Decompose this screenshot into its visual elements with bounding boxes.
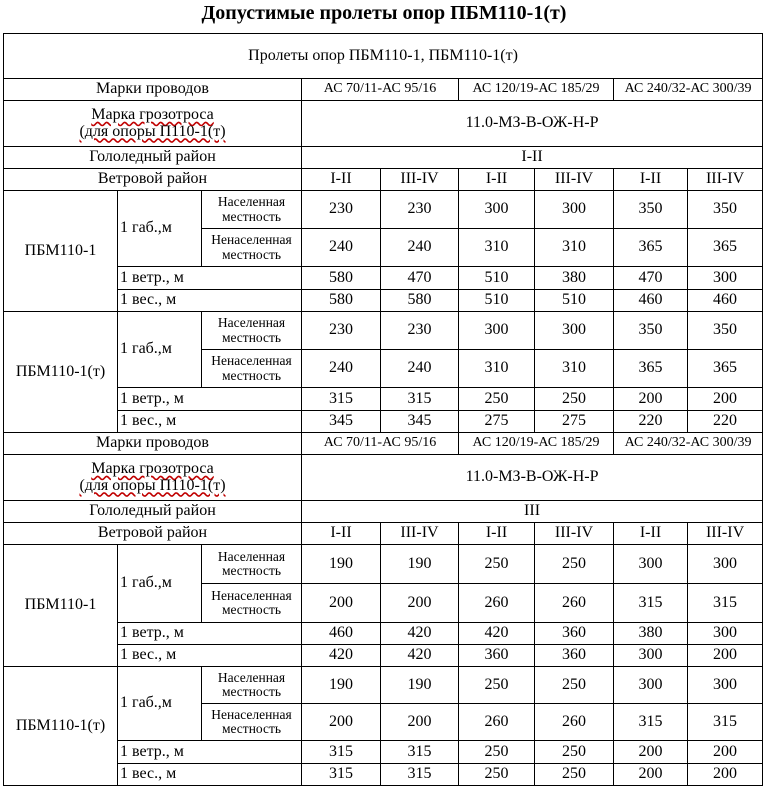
wind-region-cell: III-IV <box>688 169 763 191</box>
span-value-cell: 345 <box>302 411 381 433</box>
span-value-cell: 360 <box>459 645 535 667</box>
span-value-cell: 420 <box>381 645 459 667</box>
span-value-cell: 315 <box>614 584 688 623</box>
populated-label-line2: местность <box>221 329 282 345</box>
table-title: Пролеты опор ПБМ110-1, ПБМ110-1(т) <box>4 34 763 79</box>
span-value-cell: 230 <box>381 191 459 229</box>
span-value-cell: 510 <box>459 267 535 290</box>
wind-region-label: Ветровой район <box>4 523 302 545</box>
ice-region-value: I-II <box>302 147 763 169</box>
wind-span-label: 1 ветр., м <box>118 388 302 411</box>
ice-region-row <box>4 501 763 523</box>
weight-span-label: 1 вес., м <box>118 290 302 312</box>
span-value-cell: 200 <box>302 704 381 741</box>
populated-label <box>202 667 302 704</box>
span-value-cell: 380 <box>614 623 688 645</box>
page-title: Допустимые пролеты опор ПБМ110-1(т) <box>201 2 567 24</box>
span-value-cell: 380 <box>535 267 614 290</box>
span-value-cell: 230 <box>381 312 459 350</box>
wire-brands-label: Марки проводов <box>4 433 302 455</box>
unpopulated-label <box>202 704 302 741</box>
spans-table <box>3 33 763 786</box>
support-populated-row <box>4 545 763 584</box>
support-populated-row <box>4 312 763 350</box>
populated-label-line1: Населенная <box>217 194 286 210</box>
span-value-cell: 460 <box>614 290 688 312</box>
span-value-cell: 350 <box>688 312 763 350</box>
unpopulated-label <box>202 229 302 267</box>
spans-table-body <box>4 34 763 786</box>
span-value-cell: 510 <box>535 290 614 312</box>
unpopulated-label-line1: Ненаселенная <box>211 706 292 722</box>
wind-region-cell: III-IV <box>688 523 763 545</box>
populated-label-line2: местность <box>221 208 282 224</box>
wind-region-row <box>4 169 763 191</box>
unpopulated-label-line1: Ненаселенная <box>211 232 292 248</box>
wind-region-cell: III-IV <box>535 523 614 545</box>
weight-span-label: 1 вес., м <box>118 764 302 786</box>
ground-wire-row <box>4 455 763 501</box>
span-value-cell: 300 <box>535 312 614 350</box>
wind-region-cell: I-II <box>459 523 535 545</box>
span-value-cell: 250 <box>459 741 535 764</box>
span-value-cell: 315 <box>302 741 381 764</box>
gab-label <box>118 545 202 623</box>
wire-brand-cell: АС 120/19-АС 185/29 <box>459 433 614 455</box>
ground-wire-value: 11.0-МЗ-В-ОЖ-Н-Р <box>302 455 763 501</box>
populated-label-line2: местность <box>221 563 282 578</box>
support-name: ПБМ110-1(т) <box>4 667 118 786</box>
span-value-cell: 460 <box>688 290 763 312</box>
span-value-cell: 200 <box>381 584 459 623</box>
span-value-cell: 315 <box>614 704 688 741</box>
span-value-cell: 220 <box>614 411 688 433</box>
wire-brands-row <box>4 79 763 101</box>
span-value-cell: 315 <box>688 704 763 741</box>
wind-region-label: Ветровой район <box>4 169 302 191</box>
span-value-cell: 470 <box>381 267 459 290</box>
span-value-cell: 420 <box>302 645 381 667</box>
span-value-cell: 275 <box>535 411 614 433</box>
span-value-cell: 260 <box>459 704 535 741</box>
support-weight-span-row <box>4 645 763 667</box>
span-value-cell: 420 <box>459 623 535 645</box>
span-value-cell: 250 <box>459 388 535 411</box>
span-value-cell: 365 <box>688 350 763 388</box>
populated-label-line1: Населенная <box>217 548 286 564</box>
ground-wire-label <box>4 455 302 501</box>
wire-brand-cell: АС 240/32-АС 300/39 <box>614 433 763 455</box>
unpopulated-label <box>202 584 302 623</box>
wind-region-row <box>4 523 763 545</box>
unpopulated-label-line1: Ненаселенная <box>211 587 292 603</box>
span-value-cell: 360 <box>535 623 614 645</box>
span-value-cell: 315 <box>381 388 459 411</box>
span-value-cell: 310 <box>535 350 614 388</box>
wind-region-cell: I-II <box>614 523 688 545</box>
ground-wire-row <box>4 101 763 147</box>
span-value-cell: 250 <box>535 764 614 786</box>
gab-label <box>118 312 202 388</box>
span-value-cell: 300 <box>688 267 763 290</box>
ground-wire-label-line2: (для опоры П110-1(т) <box>79 476 226 494</box>
span-value-cell: 365 <box>688 229 763 267</box>
span-value-cell: 310 <box>459 350 535 388</box>
span-value-cell: 200 <box>688 764 763 786</box>
span-value-cell: 190 <box>302 545 381 584</box>
wind-span-label: 1 ветр., м <box>118 267 302 290</box>
span-value-cell: 300 <box>614 667 688 704</box>
wind-region-cell: I-II <box>302 523 381 545</box>
span-value-cell: 580 <box>302 267 381 290</box>
gab-label-text: 1 габ.,м <box>120 694 172 712</box>
populated-label <box>202 191 302 229</box>
span-value-cell: 360 <box>535 645 614 667</box>
wire-brands-row <box>4 433 763 455</box>
span-value-cell: 300 <box>614 545 688 584</box>
ice-region-row <box>4 147 763 169</box>
span-value-cell: 190 <box>381 545 459 584</box>
span-value-cell: 250 <box>459 545 535 584</box>
ground-wire-label-line1: Марка грозотроса <box>91 459 214 477</box>
ground-wire-label-line2: (для опоры П110-1(т) <box>79 122 226 140</box>
span-value-cell: 260 <box>535 704 614 741</box>
span-value-cell: 350 <box>614 312 688 350</box>
span-value-cell: 200 <box>688 741 763 764</box>
wire-brand-cell: АС 120/19-АС 185/29 <box>459 79 614 101</box>
span-value-cell: 315 <box>381 764 459 786</box>
span-value-cell: 470 <box>614 267 688 290</box>
ground-wire-label-line1: Марка грозотроса <box>91 105 214 123</box>
gab-label-text: 1 габ.,м <box>120 219 172 237</box>
ice-region-label: Гололедный район <box>4 501 302 523</box>
span-value-cell: 230 <box>302 191 381 229</box>
span-value-cell: 420 <box>381 623 459 645</box>
span-value-cell: 345 <box>381 411 459 433</box>
span-value-cell: 200 <box>381 704 459 741</box>
support-populated-row <box>4 667 763 704</box>
span-value-cell: 200 <box>614 388 688 411</box>
span-value-cell: 315 <box>302 388 381 411</box>
span-value-cell: 190 <box>302 667 381 704</box>
support-wind-span-row <box>4 267 763 290</box>
ice-region-value: III <box>302 501 763 523</box>
wind-region-cell: III-IV <box>381 169 459 191</box>
span-value-cell: 365 <box>614 350 688 388</box>
span-value-cell: 315 <box>302 764 381 786</box>
span-value-cell: 300 <box>459 191 535 229</box>
span-value-cell: 300 <box>459 312 535 350</box>
support-name: ПБМ110-1 <box>4 191 118 312</box>
span-value-cell: 200 <box>688 645 763 667</box>
span-value-cell: 250 <box>535 741 614 764</box>
unpopulated-label-line2: местность <box>221 367 282 383</box>
support-name: ПБМ110-1 <box>4 545 118 667</box>
span-value-cell: 260 <box>459 584 535 623</box>
span-value-cell: 250 <box>459 667 535 704</box>
support-weight-span-row <box>4 290 763 312</box>
populated-label <box>202 545 302 584</box>
span-value-cell: 230 <box>302 312 381 350</box>
wind-span-label: 1 ветр., м <box>118 623 302 645</box>
table-title-row <box>4 34 763 79</box>
span-value-cell: 350 <box>614 191 688 229</box>
ground-wire-value: 11.0-МЗ-В-ОЖ-Н-Р <box>302 101 763 147</box>
span-value-cell: 240 <box>302 229 381 267</box>
support-weight-span-row <box>4 764 763 786</box>
support-name: ПБМ110-1(т) <box>4 312 118 433</box>
unpopulated-label-line2: местность <box>221 721 282 736</box>
span-value-cell: 350 <box>688 191 763 229</box>
wire-brand-cell: АС 70/11-АС 95/16 <box>302 433 459 455</box>
wind-region-cell: I-II <box>614 169 688 191</box>
span-value-cell: 300 <box>688 667 763 704</box>
span-value-cell: 580 <box>381 290 459 312</box>
span-value-cell: 250 <box>535 545 614 584</box>
span-value-cell: 315 <box>381 741 459 764</box>
span-value-cell: 250 <box>535 667 614 704</box>
wire-brands-label: Марки проводов <box>4 79 302 101</box>
span-value-cell: 365 <box>614 229 688 267</box>
support-wind-span-row <box>4 623 763 645</box>
span-value-cell: 460 <box>302 623 381 645</box>
span-value-cell: 300 <box>688 545 763 584</box>
populated-label-line2: местность <box>221 684 282 699</box>
unpopulated-label <box>202 350 302 388</box>
wire-brand-cell: АС 70/11-АС 95/16 <box>302 79 459 101</box>
wind-region-cell: III-IV <box>535 169 614 191</box>
span-value-cell: 200 <box>688 388 763 411</box>
wind-region-cell: I-II <box>302 169 381 191</box>
span-value-cell: 275 <box>459 411 535 433</box>
span-value-cell: 240 <box>302 350 381 388</box>
span-value-cell: 200 <box>302 584 381 623</box>
gab-label <box>118 667 202 741</box>
span-value-cell: 300 <box>535 191 614 229</box>
wind-region-cell: I-II <box>459 169 535 191</box>
span-value-cell: 250 <box>535 388 614 411</box>
populated-label <box>202 312 302 350</box>
weight-span-label: 1 вес., м <box>118 411 302 433</box>
span-value-cell: 580 <box>302 290 381 312</box>
gab-label-text: 1 габ.,м <box>120 340 172 358</box>
span-value-cell: 200 <box>614 741 688 764</box>
span-value-cell: 260 <box>535 584 614 623</box>
ground-wire-label <box>4 101 302 147</box>
wind-region-cell: III-IV <box>381 523 459 545</box>
gab-label <box>118 191 202 267</box>
span-value-cell: 200 <box>614 764 688 786</box>
support-wind-span-row <box>4 388 763 411</box>
populated-label-line1: Населенная <box>217 669 286 685</box>
wire-brand-cell: АС 240/32-АС 300/39 <box>614 79 763 101</box>
span-value-cell: 310 <box>535 229 614 267</box>
span-value-cell: 300 <box>688 623 763 645</box>
ice-region-label: Гололедный район <box>4 147 302 169</box>
unpopulated-label-line2: местность <box>221 602 282 617</box>
span-value-cell: 240 <box>381 350 459 388</box>
span-value-cell: 190 <box>381 667 459 704</box>
span-value-cell: 315 <box>688 584 763 623</box>
support-populated-row <box>4 191 763 229</box>
support-weight-span-row <box>4 411 763 433</box>
support-wind-span-row <box>4 741 763 764</box>
wind-span-label: 1 ветр., м <box>118 741 302 764</box>
populated-label-line1: Населенная <box>217 315 286 331</box>
weight-span-label: 1 вес., м <box>118 645 302 667</box>
unpopulated-label-line1: Ненаселенная <box>211 353 292 369</box>
gab-label-text: 1 габ.,м <box>120 574 172 592</box>
span-value-cell: 300 <box>614 645 688 667</box>
span-value-cell: 240 <box>381 229 459 267</box>
unpopulated-label-line2: местность <box>221 246 282 262</box>
span-value-cell: 310 <box>459 229 535 267</box>
span-value-cell: 220 <box>688 411 763 433</box>
span-value-cell: 510 <box>459 290 535 312</box>
span-value-cell: 250 <box>459 764 535 786</box>
